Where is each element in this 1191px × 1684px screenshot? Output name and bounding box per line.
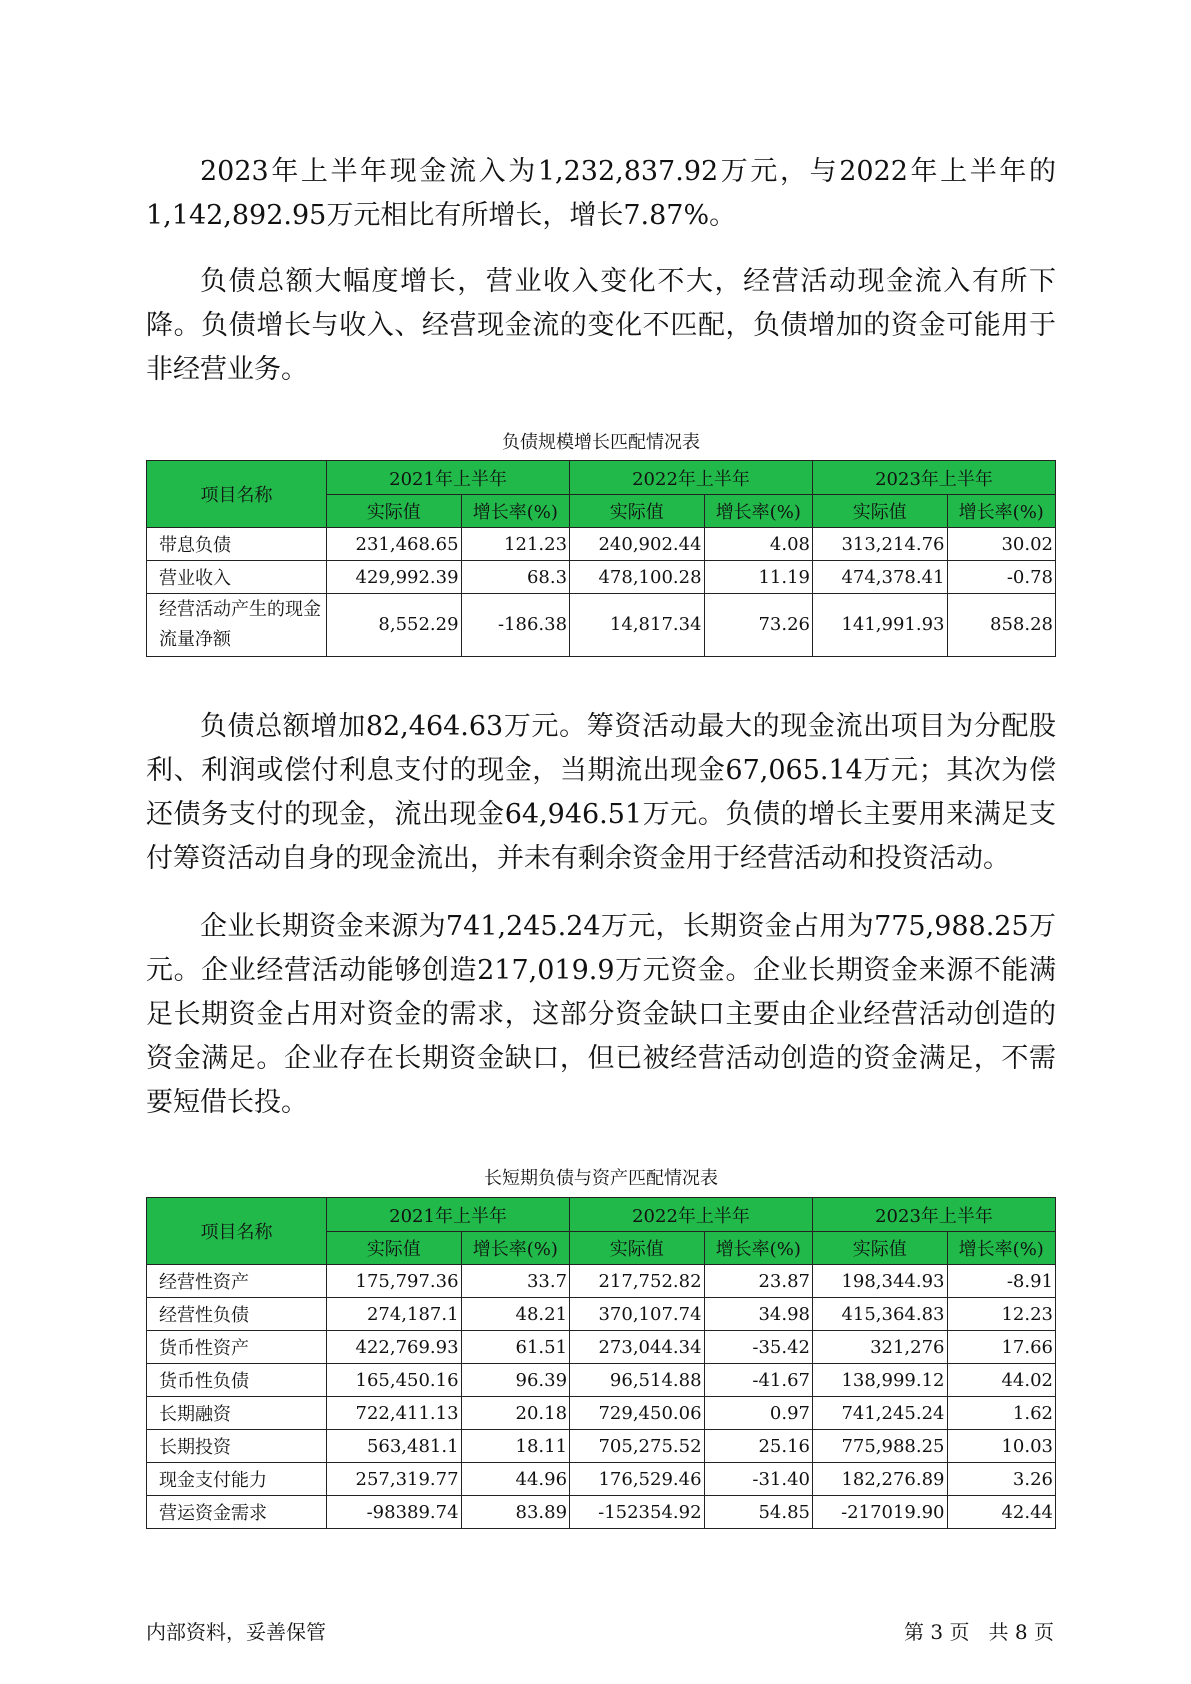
cell-growth-2022: 34.98: [704, 1298, 812, 1331]
paragraph-cash-inflow: 2023年上半年现金流入为1,232,837.92万元，与2022年上半年的1,142,892.95万元相比有所增长，增长7.87%。: [146, 156, 1056, 231]
row-name: 长期融资: [147, 1397, 327, 1430]
footer-page-number: 第 3 页 共 8 页: [904, 1620, 1054, 1644]
row-name: 带息负债: [147, 528, 327, 561]
cell-growth-2021: 20.18: [461, 1397, 569, 1430]
header-actual: 实际值: [813, 1232, 948, 1265]
cell-actual-2023: 775,988.25: [813, 1430, 948, 1463]
header-growth: 增长率(%): [947, 1232, 1056, 1265]
row-name: 营业收入: [147, 561, 327, 594]
cell-actual-2021: 175,797.36: [327, 1265, 462, 1298]
header-growth: 增长率(%): [704, 495, 812, 528]
cell-growth-2022: -41.67: [704, 1364, 812, 1397]
row-name: 营运资金需求: [147, 1496, 327, 1529]
cell-actual-2021: 274,187.1: [327, 1298, 462, 1331]
cell-actual-2021: 8,552.29: [327, 594, 462, 657]
cell-actual-2022: 273,044.34: [570, 1331, 705, 1364]
table-row: [147, 561, 1056, 594]
cell-actual-2023: 141,991.93: [813, 594, 948, 657]
table-row: [147, 1496, 1056, 1529]
paragraph-debt-growth: 负债总额大幅度增长，营业收入变化不大，经营活动现金流入有所下降。负债增长与收入、经营现金流的变化不匹配，负债增加的资金可能用于非经营业务。: [146, 266, 1056, 385]
cell-actual-2023: 741,245.24: [813, 1397, 948, 1430]
header-growth: 增长率(%): [704, 1232, 812, 1265]
header-item-name: 项目名称: [147, 1198, 327, 1265]
table-row: [147, 1331, 1056, 1364]
header-period-2022: 2022年上半年: [570, 461, 813, 495]
table-row: [147, 1397, 1056, 1430]
cell-growth-2023: -8.91: [947, 1265, 1056, 1298]
cell-actual-2022: 705,275.52: [570, 1430, 705, 1463]
table-row: [147, 1298, 1056, 1331]
cell-growth-2022: 25.16: [704, 1430, 812, 1463]
header-growth: 增长率(%): [461, 1232, 569, 1265]
cell-actual-2022: 14,817.34: [570, 594, 705, 657]
cell-growth-2021: 44.96: [461, 1463, 569, 1496]
cell-actual-2023: 182,276.89: [813, 1463, 948, 1496]
asset-liability-match-table: [146, 1197, 1056, 1529]
cell-actual-2021: -98389.74: [327, 1496, 462, 1529]
cell-growth-2023: 858.28: [947, 594, 1056, 657]
debt-growth-table: [146, 460, 1056, 657]
cell-growth-2022: 4.08: [704, 528, 812, 561]
cell-actual-2021: 563,481.1: [327, 1430, 462, 1463]
cell-growth-2023: 42.44: [947, 1496, 1056, 1529]
cell-actual-2022: 96,514.88: [570, 1364, 705, 1397]
cell-growth-2021: 48.21: [461, 1298, 569, 1331]
cell-growth-2022: 0.97: [704, 1397, 812, 1430]
table-row: [147, 1463, 1056, 1496]
header-actual: 实际值: [570, 1232, 705, 1265]
row-name: 货币性负债: [147, 1364, 327, 1397]
table-row: [147, 1430, 1056, 1463]
cell-actual-2023: 313,214.76: [813, 528, 948, 561]
cell-actual-2021: 231,468.65: [327, 528, 462, 561]
table-row: [147, 594, 1056, 657]
cell-actual-2023: 415,364.83: [813, 1298, 948, 1331]
cell-growth-2022: 23.87: [704, 1265, 812, 1298]
cell-growth-2021: 96.39: [461, 1364, 569, 1397]
paragraph-debt-increase: 负债总额增加82,464.63万元。筹资活动最大的现金流出项目为分配股利、利润或偿付利息支付的现金，当期流出现金67,065.14万元；其次为偿还债务支付的现金，流出现金64,946.51万元。负债的增长主要用来满足支付筹资活动自身的现金流出，并未有剩余资金用于经营活动和投资活动。: [146, 711, 1056, 874]
row-name: 经营活动产生的现金流量净额: [147, 594, 327, 657]
cell-growth-2023: -0.78: [947, 561, 1056, 594]
cell-growth-2022: 54.85: [704, 1496, 812, 1529]
cell-actual-2021: 422,769.93: [327, 1331, 462, 1364]
footer-confidential-note: 内部资料，妥善保管: [146, 1620, 326, 1644]
cell-growth-2021: 18.11: [461, 1430, 569, 1463]
cell-growth-2023: 12.23: [947, 1298, 1056, 1331]
cell-growth-2023: 30.02: [947, 528, 1056, 561]
header-growth: 增长率(%): [947, 495, 1056, 528]
row-name: 经营性负债: [147, 1298, 327, 1331]
header-period-2023: 2023年上半年: [813, 1198, 1056, 1232]
cell-actual-2023: 474,378.41: [813, 561, 948, 594]
header-period-2022: 2022年上半年: [570, 1198, 813, 1232]
row-name: 长期投资: [147, 1430, 327, 1463]
cell-actual-2022: 240,902.44: [570, 528, 705, 561]
header-period-2021: 2021年上半年: [327, 1198, 570, 1232]
table1-caption: 负债规模增长匹配情况表: [502, 432, 700, 453]
cell-actual-2022: 176,529.46: [570, 1463, 705, 1496]
header-actual: 实际值: [327, 1232, 462, 1265]
cell-actual-2023: 198,344.93: [813, 1265, 948, 1298]
cell-actual-2021: 429,992.39: [327, 561, 462, 594]
cell-growth-2022: 73.26: [704, 594, 812, 657]
cell-actual-2023: -217019.90: [813, 1496, 948, 1529]
cell-actual-2021: 165,450.16: [327, 1364, 462, 1397]
cell-actual-2023: 138,999.12: [813, 1364, 948, 1397]
table-row: [147, 528, 1056, 561]
row-name: 现金支付能力: [147, 1463, 327, 1496]
cell-actual-2022: 370,107.74: [570, 1298, 705, 1331]
header-actual: 实际值: [327, 495, 462, 528]
header-item-name: 项目名称: [147, 461, 327, 528]
header-period-2021: 2021年上半年: [327, 461, 570, 495]
cell-growth-2023: 17.66: [947, 1331, 1056, 1364]
table-row: [147, 1265, 1056, 1298]
cell-growth-2022: -31.40: [704, 1463, 812, 1496]
cell-growth-2021: 33.7: [461, 1265, 569, 1298]
cell-growth-2021: -186.38: [461, 594, 569, 657]
cell-growth-2021: 121.23: [461, 528, 569, 561]
table2-caption: 长短期负债与资产匹配情况表: [484, 1168, 718, 1189]
row-name: 货币性资产: [147, 1331, 327, 1364]
cell-actual-2021: 722,411.13: [327, 1397, 462, 1430]
cell-actual-2022: -152354.92: [570, 1496, 705, 1529]
cell-growth-2021: 68.3: [461, 561, 569, 594]
header-actual: 实际值: [570, 495, 705, 528]
cell-growth-2021: 61.51: [461, 1331, 569, 1364]
table-row: [147, 1364, 1056, 1397]
cell-actual-2022: 217,752.82: [570, 1265, 705, 1298]
cell-growth-2023: 44.02: [947, 1364, 1056, 1397]
cell-growth-2023: 1.62: [947, 1397, 1056, 1430]
cell-actual-2022: 729,450.06: [570, 1397, 705, 1430]
header-actual: 实际值: [813, 495, 948, 528]
header-period-2023: 2023年上半年: [813, 461, 1056, 495]
paragraph-long-term-funds: 企业长期资金来源为741,245.24万元，长期资金占用为775,988.25万元。企业经营活动能够创造217,019.9万元资金。企业长期资金来源不能满足长期资金占用对资金的需求，这部分资金缺口主要由企业经营活动创造的资金满足。企业存在长期资金缺口，但已被经营活动创造的资金满足，不需要短借长投。: [146, 911, 1056, 1118]
cell-growth-2023: 3.26: [947, 1463, 1056, 1496]
cell-growth-2022: -35.42: [704, 1331, 812, 1364]
row-name: 经营性资产: [147, 1265, 327, 1298]
header-growth: 增长率(%): [461, 495, 569, 528]
cell-actual-2023: 321,276: [813, 1331, 948, 1364]
cell-actual-2022: 478,100.28: [570, 561, 705, 594]
cell-growth-2022: 11.19: [704, 561, 812, 594]
cell-actual-2021: 257,319.77: [327, 1463, 462, 1496]
cell-growth-2023: 10.03: [947, 1430, 1056, 1463]
cell-growth-2021: 83.89: [461, 1496, 569, 1529]
